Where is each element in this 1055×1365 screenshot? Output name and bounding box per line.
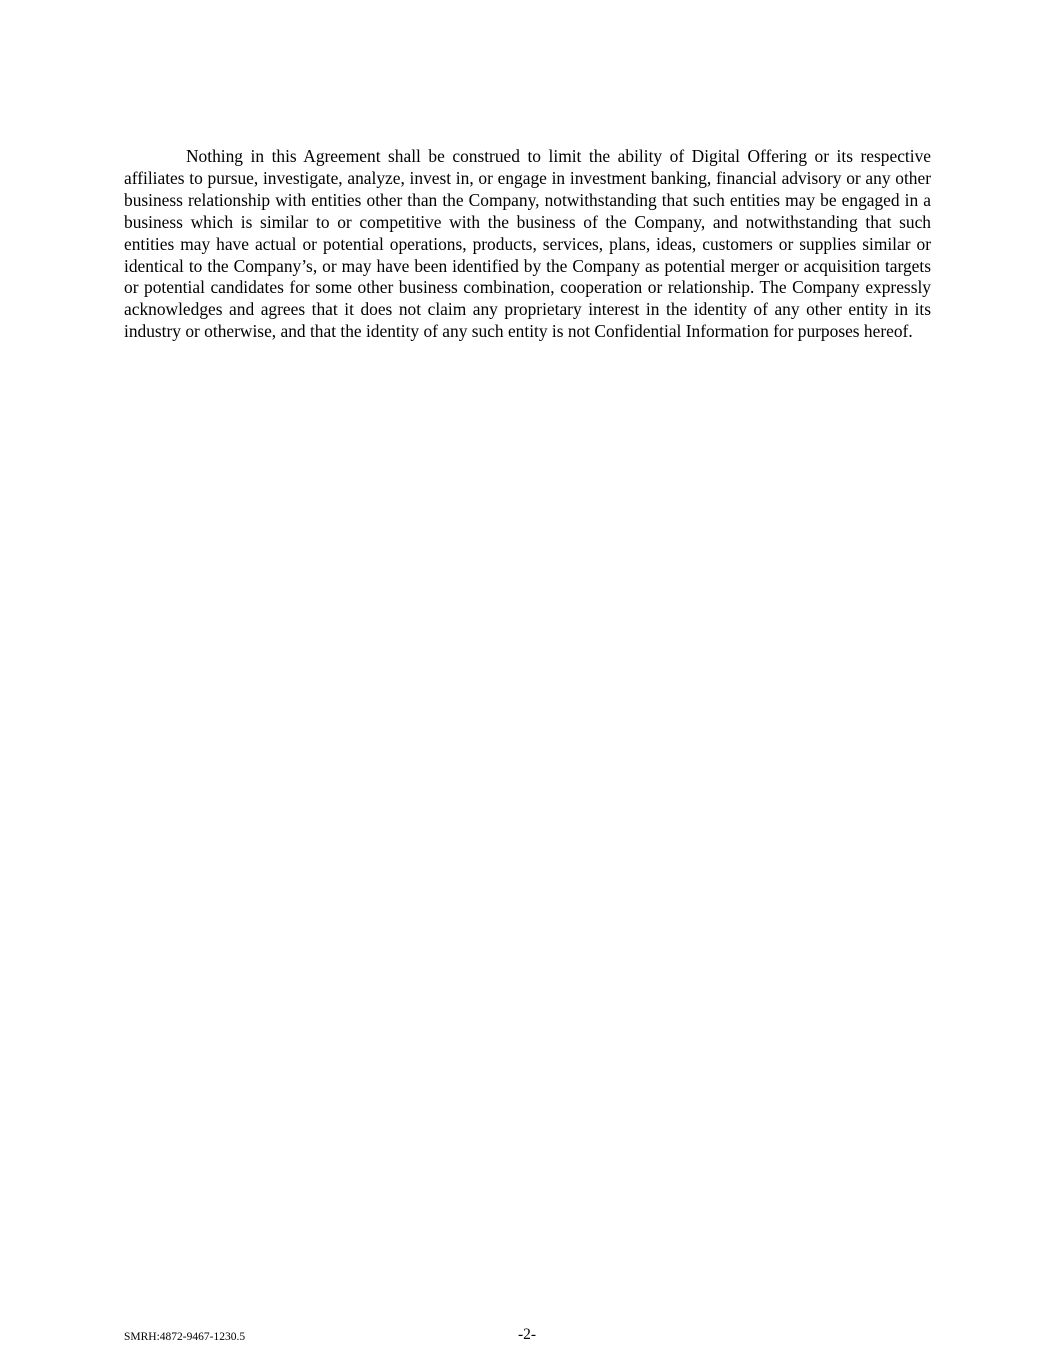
footer-page-number: -2- [518, 1326, 537, 1343]
footer-document-id: SMRH:4872-9467-1230.5 [124, 1331, 246, 1343]
body-paragraph: Nothing in this Agreement shall be construed to limit the ability of Digital Offering or its respective affiliates to pursue, investigate, analyze, invest in, or engage in investment banking, financial advisory or any other business relationship with entities other than the Company, notwithstanding that such entities may be engaged in a business which is similar to or competitive with the business of the Company, and notwithstanding that such entities may have actual or potential operations, products, services, plans, ideas, customers or supplies similar or identical to the Company’s, or may have been identified by the Company as potential merger or acquisition targets or potential candidates for some other business combination, cooperation or relationship. The Company expressly acknowledges and agrees that it does not claim any proprietary interest in the identity of any other entity in its industry or otherwise, and that the identity of any such entity is not Confidential Information for purposes hereof. [124, 146, 931, 342]
